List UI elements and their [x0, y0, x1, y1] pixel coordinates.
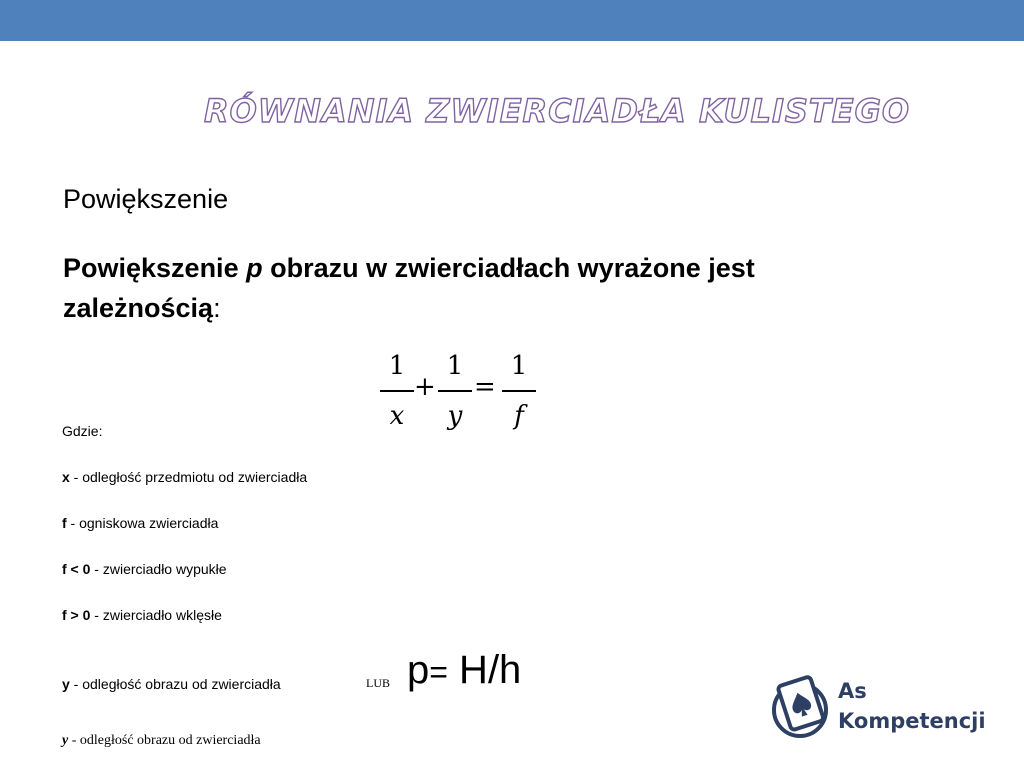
definition-text: - odległość obrazu od zwierciadła [68, 733, 261, 748]
fraction-denominator: x [389, 401, 405, 431]
lub-label: LUB [366, 676, 390, 690]
definition-text: - zwierciadło wypukłe [90, 561, 227, 577]
definition-symbol: f < 0 [62, 561, 91, 577]
fraction-denominator: y [447, 401, 463, 431]
definition-symbol: f > 0 [62, 607, 91, 623]
equals-sign: = [474, 372, 496, 402]
fraction-bar [380, 390, 414, 392]
definition-y-repeat [62, 733, 261, 749]
definition-y [62, 676, 281, 692]
fraction-bar [438, 390, 472, 392]
logo-line2: Kompetencji [838, 709, 986, 733]
top-bar [0, 0, 1024, 41]
definition-text: - odległość przedmiotu od zwierciadła [69, 469, 308, 485]
definition-symbol: x [62, 469, 70, 485]
slide-title: RÓWNANIA ZWIERCIADŁA KULISTEGO [204, 92, 911, 130]
as-kompetencji-logo [770, 674, 1000, 744]
mirror-equation [374, 346, 544, 446]
definition-symbol: y [62, 733, 69, 748]
slide-subtitle: Powiększenie [63, 184, 229, 214]
fraction-denominator: f [514, 401, 524, 431]
lead-part1: Powiększenie [63, 253, 247, 283]
gdzie-label: Gdzie: [62, 423, 103, 439]
lead-p-symbol: p [246, 253, 263, 283]
p-symbol: p [407, 648, 430, 692]
definition-x [62, 469, 307, 485]
p-equals: = [429, 654, 448, 690]
fraction-1-over-y [438, 346, 472, 436]
definition-symbol: f [62, 515, 67, 531]
definition-symbol: y [62, 676, 70, 692]
fraction-numerator: 1 [388, 351, 406, 381]
lead-part2: obrazu w zwierciadłach wyrażone jest zależnością [63, 253, 755, 323]
fraction-numerator: 1 [446, 351, 464, 381]
definition-f-negative [62, 561, 227, 577]
definition-f-positive [62, 607, 222, 623]
lead-paragraph [63, 248, 843, 328]
p-rest: H/h [447, 648, 522, 692]
fraction-1-over-f [502, 346, 536, 436]
definition-text: - zwierciadło wklęsłe [90, 607, 222, 623]
fraction-1-over-x [380, 346, 414, 436]
magnification-formula [407, 648, 521, 693]
lead-colon: : [213, 293, 221, 323]
definition-text: - odległość obrazu od zwierciadła [69, 676, 281, 692]
fraction-numerator: 1 [510, 351, 528, 381]
definition-f [62, 515, 218, 531]
definition-text: - ogniskowa zwierciadła [66, 515, 219, 531]
logo-text [838, 676, 986, 736]
logo-line1: As [838, 679, 867, 703]
fraction-bar [502, 390, 536, 392]
plus-sign: + [414, 372, 436, 402]
spade-card-icon [770, 674, 834, 740]
